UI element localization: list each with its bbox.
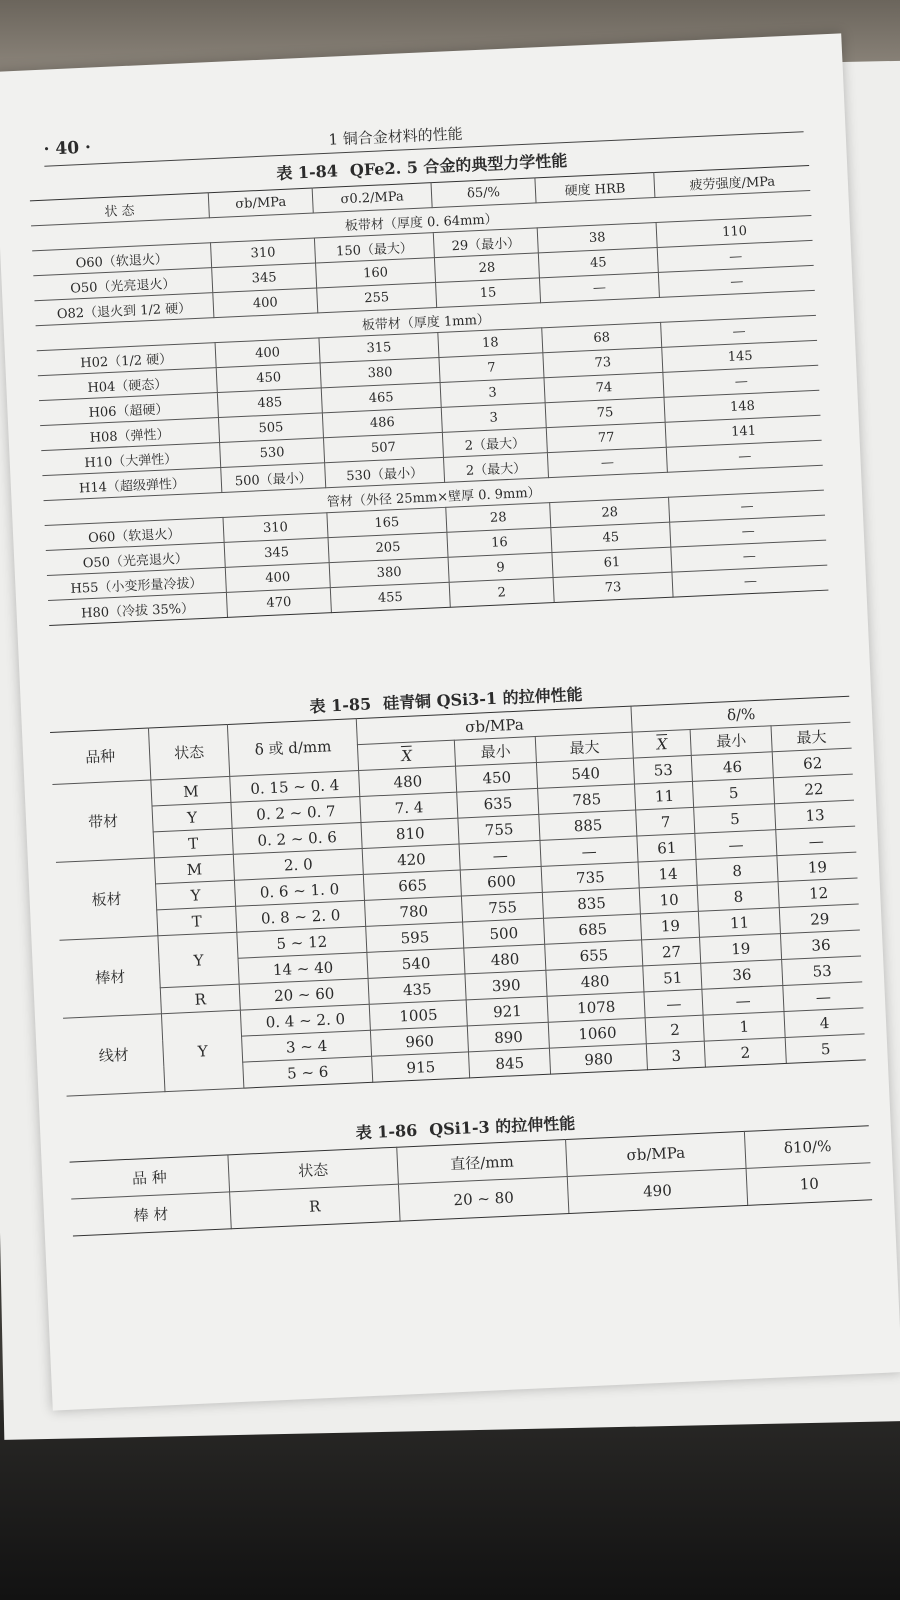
cell-delta-min: 8 — [698, 882, 780, 912]
cell-variety: 线材 — [63, 1014, 165, 1096]
cell-sigma-mean: 420 — [362, 844, 461, 874]
cell-sigma-min: 600 — [461, 866, 543, 896]
cell-sigma-02: 465 — [321, 382, 441, 412]
cell-dimension: 0. 2 ~ 0. 6 — [232, 823, 362, 855]
cell-variety: 带材 — [52, 780, 154, 862]
cell-sigma-min: 921 — [467, 996, 549, 1026]
cell-delta-mean: 2 — [646, 1015, 705, 1044]
section-title: 板带材（厚度 0. 64mm） — [31, 190, 811, 250]
cell-sigma-b: 470 — [226, 588, 331, 618]
cell-dimension: 20 ~ 60 — [239, 978, 369, 1010]
cell-delta-max: 22 — [773, 774, 854, 804]
cell-sigma-min: 635 — [457, 788, 539, 818]
cell-dimension: 0. 4 ~ 2. 0 — [240, 1004, 370, 1036]
cell-variety: 棒 材 — [71, 1192, 231, 1236]
table-86-title: QSi1-3 的拉伸性能 — [428, 1113, 576, 1140]
table-85 — [50, 696, 866, 1097]
header-hardness: 硬度 HRB — [535, 173, 655, 203]
table-85-number: 表 1-85 — [309, 694, 372, 717]
cell-sigma-b: 310 — [211, 238, 316, 268]
cell-sigma-max: — — [540, 836, 639, 866]
cell-delta-min: 5 — [693, 778, 775, 808]
cell-delta5: 3 — [440, 378, 545, 408]
cell-sigma-mean: 480 — [359, 766, 458, 796]
cell-delta5: 28 — [434, 253, 539, 283]
cell-state: H06（超硬） — [39, 393, 218, 426]
cell-state: T — [157, 906, 237, 936]
header-variety: 品 种 — [70, 1155, 230, 1199]
cell-sigma-02: 205 — [328, 532, 448, 562]
cell-state: H14（超级弹性） — [42, 468, 221, 501]
book-page — [0, 33, 900, 1410]
cell-sigma-b: 345 — [224, 538, 329, 568]
cell-state: O82（退火到 1/2 硬） — [34, 293, 213, 326]
cell-fatigue: — — [669, 490, 825, 522]
cell-sigma-max: 655 — [545, 940, 644, 970]
cell-fatigue: — — [666, 440, 822, 472]
cell-delta-min: 5 — [694, 804, 776, 834]
cell-sigma-mean: 810 — [361, 818, 460, 848]
cell-state: H10（大弹性） — [41, 443, 220, 476]
cell-dimension: 3 ~ 4 — [242, 1030, 372, 1062]
header-sigma-mean: $\overline{X}$ — [357, 740, 456, 770]
cell-sigma-max: 480 — [546, 966, 645, 996]
cell-hardness: — — [547, 447, 667, 477]
cell-sigma-min: 390 — [465, 970, 547, 1000]
page-number: · 40 · — [43, 137, 92, 160]
cell-delta5: 7 — [439, 353, 544, 383]
cell-hardness: 74 — [544, 372, 664, 402]
cell-sigma-02: 380 — [329, 557, 449, 587]
cell-delta-mean: 27 — [642, 937, 701, 966]
cell-fatigue: — — [661, 315, 817, 347]
header-delta-max: 最大 — [771, 722, 852, 752]
cell-sigma-b: 450 — [216, 363, 321, 393]
cell-fatigue: — — [670, 515, 826, 547]
cell-delta-mean: 3 — [647, 1041, 706, 1070]
header-delta: δ/% — [631, 696, 850, 732]
cell-sigma-max: 835 — [542, 888, 641, 918]
cell-sigma-min: 480 — [464, 944, 546, 974]
table-84-number: 表 1-84 — [275, 161, 339, 184]
cell-state: R — [160, 984, 240, 1014]
cell-delta-min: 2 — [705, 1037, 787, 1067]
cell-delta5: 9 — [448, 553, 553, 583]
cell-dimension: 0. 2 ~ 0. 7 — [231, 797, 361, 829]
cell-delta-max: 36 — [780, 930, 861, 960]
cell-delta5: 28 — [446, 503, 551, 533]
table-85-title: 硅青铜 QSi3-1 的拉伸性能 — [382, 684, 583, 713]
cell-delta-mean: 19 — [641, 911, 700, 940]
cell-dimension: 0. 15 ~ 0. 4 — [230, 771, 360, 803]
cell-sigma-min: 755 — [462, 892, 544, 922]
cell-delta-min: 46 — [692, 752, 774, 782]
cell-dimension: 5 ~ 12 — [237, 926, 367, 958]
cell-hardness: 73 — [543, 347, 663, 377]
cell-delta5: 16 — [447, 528, 552, 558]
header-sigma-max: 最大 — [535, 732, 634, 762]
header-dimension: δ 或 d/mm — [227, 719, 358, 777]
cell-hardness: 45 — [551, 522, 671, 552]
cell-sigma-min: 890 — [468, 1022, 550, 1052]
cell-fatigue: — — [657, 240, 813, 272]
cell-variety: 板材 — [56, 858, 158, 940]
header-fatigue: 疲劳强度/MPa — [654, 165, 810, 197]
cell-hardness: 77 — [546, 422, 666, 452]
cell-delta-min: 11 — [699, 908, 781, 938]
cell-delta5: 15 — [436, 278, 541, 308]
cell-variety: 棒材 — [60, 936, 162, 1018]
header-sigma-b: σb/MPa — [566, 1131, 746, 1176]
cell-state: O50（光亮退火） — [33, 268, 212, 301]
cell-sigma-b: 400 — [215, 338, 320, 368]
cell-diameter: 20 ~ 80 — [398, 1177, 569, 1222]
section-title: 管材（外径 25mm×壁厚 0. 9mm） — [44, 465, 824, 525]
header-sigma-02: σ0.2/MPa — [312, 183, 432, 213]
cell-sigma-max: 885 — [539, 810, 638, 840]
cell-sigma-min: 450 — [456, 762, 538, 792]
cell-dimension: 0. 6 ~ 1. 0 — [234, 874, 364, 906]
cell-delta-max: 53 — [782, 956, 863, 986]
cell-delta5: 18 — [438, 328, 543, 358]
cell-delta-max: 12 — [778, 878, 859, 908]
table-84-title: QFe2. 5 合金的典型力学性能 — [349, 150, 568, 180]
header-sigma-min: 最小 — [455, 737, 537, 767]
table-85-body — [52, 748, 865, 1096]
cell-hardness: 73 — [553, 572, 673, 602]
cell-sigma-max: 540 — [536, 758, 635, 788]
cell-delta5: 3 — [441, 403, 546, 433]
cell-sigma-b: 500（最小） — [221, 463, 326, 493]
cell-sigma-b: 505 — [218, 413, 323, 443]
cell-delta-mean: 51 — [643, 963, 702, 992]
cell-state: H55（小变形量冷拔） — [47, 567, 226, 600]
header-variety: 品种 — [50, 728, 151, 784]
cell-state: Y — [152, 802, 232, 832]
cell-fatigue: — — [663, 365, 819, 397]
cell-dimension: 14 ~ 40 — [238, 952, 368, 984]
cell-sigma-02: 315 — [319, 333, 439, 363]
cell-state: O60（软退火） — [32, 243, 211, 276]
cell-hardness: 38 — [537, 223, 657, 253]
cell-delta10: 10 — [746, 1163, 872, 1206]
cell-sigma-02: 486 — [322, 407, 442, 437]
cell-sigma-02: 160 — [316, 258, 436, 288]
cell-state: M — [151, 776, 231, 806]
header-delta5: δ5/% — [431, 178, 536, 208]
cell-sigma-mean: 435 — [368, 974, 467, 1004]
cell-delta-min: 1 — [703, 1012, 785, 1042]
cell-state: Y — [161, 1010, 243, 1092]
cell-delta-max: — — [776, 826, 857, 856]
cell-fatigue: — — [672, 565, 828, 597]
cell-hardness: 61 — [552, 547, 672, 577]
cell-delta5: 2（最大） — [442, 428, 547, 458]
cell-sigma-mean: 780 — [365, 896, 464, 926]
cell-dimension: 2. 0 — [233, 848, 363, 880]
cell-delta-min: — — [695, 830, 777, 860]
cell-delta-max: — — [783, 982, 864, 1012]
cell-sigma-mean: 1005 — [369, 1000, 468, 1030]
cell-sigma-02: 455 — [330, 582, 450, 612]
cell-delta-mean: 10 — [640, 885, 699, 914]
cell-delta5: 2（最大） — [443, 453, 548, 483]
cell-hardness: 75 — [545, 397, 665, 427]
cell-sigma-mean: 540 — [367, 948, 466, 978]
cell-state: H02（1/2 硬） — [37, 343, 216, 376]
cell-sigma-max: 980 — [549, 1044, 648, 1074]
cell-sigma-02: 255 — [317, 283, 437, 313]
cell-delta-max: 29 — [779, 904, 860, 934]
cell-sigma-b: 485 — [217, 388, 322, 418]
cell-fatigue: — — [671, 540, 827, 572]
cell-delta-max: 62 — [772, 748, 853, 778]
cell-sigma-b: 530 — [220, 438, 325, 468]
cell-state: O60（软退火） — [45, 517, 224, 550]
chapter-title: 1 铜合金材料的性能 — [328, 124, 464, 149]
cell-state: H80（冷拔 35%） — [48, 592, 227, 625]
cell-sigma-min: 755 — [458, 814, 540, 844]
cell-delta-min: — — [702, 986, 784, 1016]
cell-fatigue: 141 — [665, 415, 821, 447]
header-delta-min: 最小 — [690, 726, 772, 756]
cell-sigma-02: 165 — [327, 507, 447, 537]
cell-sigma-min: 500 — [463, 918, 545, 948]
cell-sigma-b: 310 — [223, 513, 328, 543]
section-title: 板带材（厚度 1mm） — [36, 290, 816, 350]
cell-delta-max: 19 — [777, 852, 858, 882]
cell-delta-mean: 7 — [636, 807, 695, 836]
cell-fatigue: — — [658, 265, 814, 297]
cell-sigma-max: 735 — [541, 862, 640, 892]
cell-state: T — [153, 828, 233, 858]
cell-sigma-mean: 915 — [372, 1052, 471, 1082]
cell-hardness: 45 — [538, 247, 658, 277]
cell-sigma-max: 1078 — [547, 992, 646, 1022]
table-84-body — [31, 190, 828, 625]
cell-delta-max: 4 — [784, 1008, 865, 1038]
cell-dimension: 0. 8 ~ 2. 0 — [236, 900, 366, 932]
cell-sigma-min: 845 — [469, 1048, 551, 1078]
cell-sigma-02: 150（最大） — [314, 233, 434, 263]
cell-sigma-max: 785 — [538, 784, 637, 814]
cell-sigma-b: 400 — [213, 288, 318, 318]
cell-sigma-mean: 665 — [363, 870, 462, 900]
header-delta-mean: $\overline{X}$ — [633, 729, 692, 758]
cell-delta-max: 13 — [774, 800, 855, 830]
cell-delta-min: 8 — [696, 856, 778, 886]
cell-state: H08（弹性） — [40, 418, 219, 451]
cell-hardness: 68 — [542, 322, 662, 352]
header-state: 状态 — [228, 1147, 399, 1192]
cell-delta-min: 19 — [700, 934, 782, 964]
cell-sigma-max: 1060 — [548, 1018, 647, 1048]
cell-sigma-min: — — [459, 840, 541, 870]
cell-delta-max: 5 — [785, 1034, 866, 1064]
cell-delta-mean: — — [644, 989, 703, 1018]
cell-sigma-02: 380 — [320, 357, 440, 387]
header-sigma-b: σb/MPa — [356, 706, 632, 744]
cell-state: R — [230, 1184, 401, 1229]
cell-sigma-mean: 7. 4 — [360, 792, 459, 822]
cell-delta-min: 36 — [701, 960, 783, 990]
header-state: 状 态 — [30, 193, 209, 226]
cell-fatigue: 145 — [662, 340, 818, 372]
table-86-number: 表 1-86 — [355, 1120, 418, 1143]
cell-sigma-b: 490 — [567, 1168, 747, 1213]
cell-state: M — [154, 854, 234, 884]
table-84 — [30, 165, 829, 626]
cell-sigma-mean: 960 — [370, 1026, 469, 1056]
cell-fatigue: 110 — [656, 215, 812, 247]
cell-state: O50（光亮退火） — [46, 542, 225, 575]
cell-delta-mean: 14 — [638, 859, 697, 888]
cell-delta-mean: 53 — [634, 755, 693, 784]
cell-state: Y — [156, 880, 236, 910]
header-state: 状态 — [148, 724, 229, 780]
cell-delta5: 2 — [449, 578, 554, 608]
header-delta10: δ10/% — [744, 1126, 870, 1169]
cell-sigma-02: 530（最小） — [325, 457, 445, 487]
cell-sigma-mean: 595 — [366, 922, 465, 952]
cell-sigma-b: 400 — [225, 563, 330, 593]
cell-sigma-max: 685 — [543, 914, 642, 944]
cell-delta-mean: 61 — [637, 833, 696, 862]
cell-fatigue: 148 — [664, 390, 820, 422]
cell-state: H04（硬态） — [38, 368, 217, 401]
header-sigma-b: σb/MPa — [208, 188, 313, 218]
cell-dimension: 5 ~ 6 — [243, 1056, 373, 1088]
cell-hardness: — — [539, 272, 659, 302]
cell-delta-mean: 11 — [635, 781, 694, 810]
header-diameter: 直径/mm — [397, 1140, 568, 1185]
cell-sigma-02: 507 — [323, 432, 443, 462]
cell-state: Y — [158, 932, 239, 988]
cell-hardness: 28 — [550, 497, 670, 527]
cell-delta5: 29（最小） — [433, 228, 538, 258]
cell-sigma-b: 345 — [212, 263, 317, 293]
